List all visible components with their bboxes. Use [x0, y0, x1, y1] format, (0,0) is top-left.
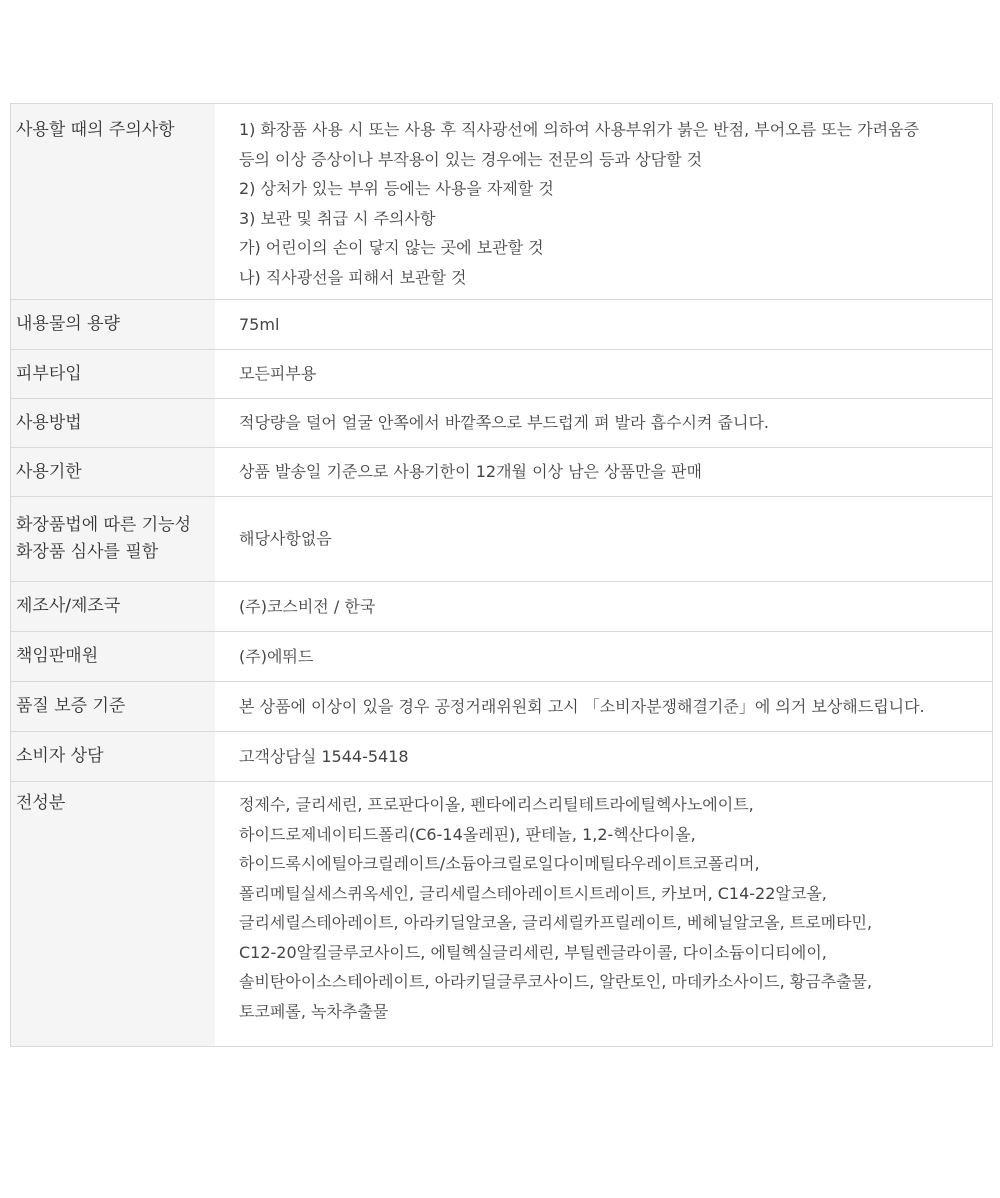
value-line: 가) 어린이의 손이 닿지 않는 곳에 보관할 것	[239, 238, 544, 257]
label-line: 화장품 심사를 필함	[16, 542, 159, 562]
value-line: 하이드로제네이티드폴리(C6-14올레핀), 판테놀, 1,2-헥산다이올,	[239, 824, 696, 844]
row-label: 제조사/제조국	[11, 582, 215, 631]
table-row-manufacturer	[11, 582, 992, 632]
row-label: 사용할 때의 주의사항	[11, 104, 215, 299]
value-line: 글리세릴스테아레이트, 아라키딜알코올, 글리세릴카프릴레이트, 베헤닐알코올, 트로메타민,	[239, 913, 873, 932]
row-value	[215, 104, 992, 299]
row-label: 사용방법	[11, 399, 215, 447]
table-row-precautions	[11, 104, 992, 300]
row-label: 전성분	[11, 782, 215, 1046]
row-value: 상품 발송일 기준으로 사용기한이 12개월 이상 남은 상품만을 판매	[239, 462, 702, 482]
value-line: 3) 보관 및 취급 시 주의사항	[239, 208, 436, 228]
value-line: 폴리메틸실세스퀴옥세인, 글리세릴스테아레이트시트레이트, 카보머, C14-22알코올,	[239, 883, 827, 903]
row-label: 소비자 상담	[11, 732, 215, 781]
row-value: 고객상담실 1544-5418	[239, 746, 409, 766]
row-value: (주)에뛰드	[239, 646, 314, 666]
table-row-expiry	[11, 448, 992, 497]
value-line: 2) 상처가 있는 부위 등에는 사용을 자제할 것	[239, 179, 554, 198]
product-info-table	[10, 103, 993, 1047]
table-row-distributor	[11, 632, 992, 682]
value-line: 등의 이상 증상이나 부작용이 있는 경우에는 전문의 등과 상담할 것	[239, 149, 703, 169]
row-value: 본 상품에 이상이 있을 경우 공정거래위원회 고시 「소비자분쟁해결기준」에 의거 보상해드립니다.	[239, 696, 925, 716]
table-row-ingredients	[11, 782, 992, 1047]
value-line: 솔비탄아이소스테아레이트, 아라키딜글루코사이드, 알란토인, 마데카소사이드, 황금추출물,	[239, 972, 873, 991]
row-label: 내용물의 용량	[11, 300, 215, 349]
table-row-customer-service	[11, 732, 992, 782]
row-label	[11, 497, 215, 581]
row-value: 75ml	[239, 314, 280, 334]
table-row-quality-guarantee	[11, 682, 992, 732]
row-label: 사용기한	[11, 448, 215, 496]
table-row-volume	[11, 300, 992, 350]
row-label: 피부타입	[11, 350, 215, 398]
row-value: 해당사항없음	[239, 529, 332, 549]
value-line: 하이드록시에틸아크릴레이트/소듐아크릴로일다이메틸타우레이트코폴리머,	[239, 854, 760, 873]
table-row-usage	[11, 399, 992, 448]
value-line: C12-20알킬글루코사이드, 에틸헥실글리세린, 부틸렌글라이콜, 다이소듐이디티에이,	[239, 942, 827, 962]
row-value: 모든피부용	[239, 364, 317, 384]
row-label: 품질 보증 기준	[11, 682, 215, 731]
label-line: 화장품법에 따른 기능성	[16, 515, 192, 535]
row-value: (주)코스비전 / 한국	[239, 596, 376, 616]
value-line: 정제수, 글리세린, 프로판다이올, 펜타에리스리틸테트라에틸헥사노에이트,	[239, 795, 754, 814]
value-line: 나) 직사광선을 피해서 보관할 것	[239, 267, 467, 287]
table-row-functional-cosmetic	[11, 497, 992, 582]
table-row-skin-type	[11, 350, 992, 399]
row-value: 적당량을 덜어 얼굴 안쪽에서 바깥쪽으로 부드럽게 펴 발라 흡수시켜 줍니다.	[239, 413, 769, 433]
value-line: 1) 화장품 사용 시 또는 사용 후 직사광선에 의하여 사용부위가 붉은 반점, 부어오름 또는 가려움증	[239, 120, 920, 139]
value-line: 토코페롤, 녹차추출물	[239, 1001, 389, 1021]
row-value	[215, 782, 992, 1046]
row-label: 책임판매원	[11, 632, 215, 681]
